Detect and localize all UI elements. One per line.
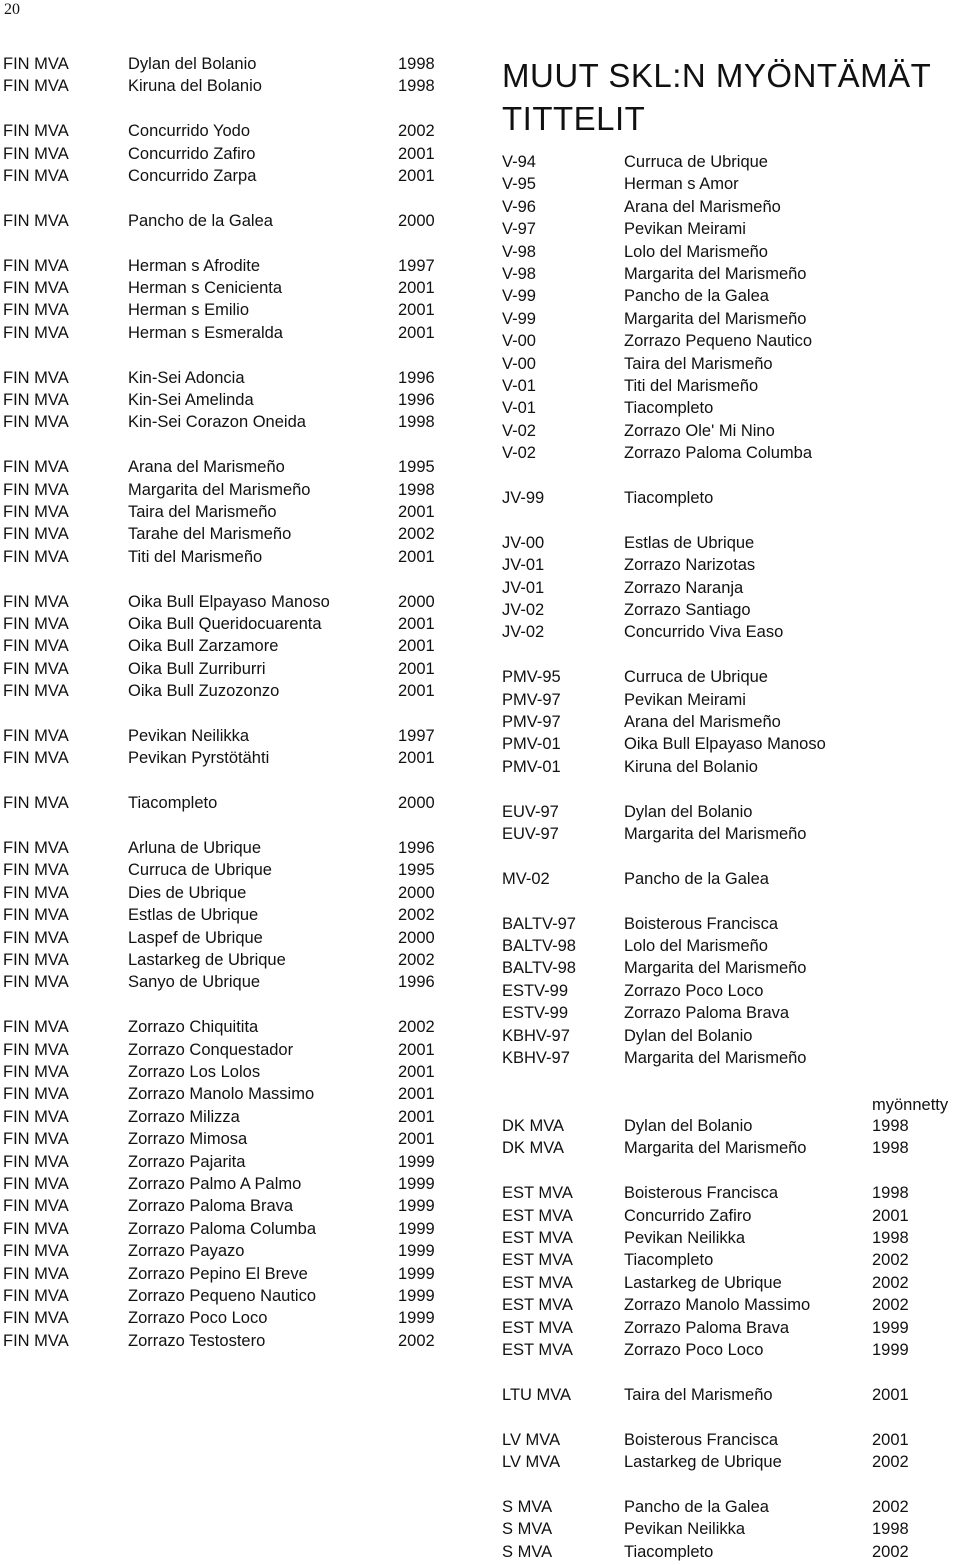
title-code: V-01 <box>502 377 536 395</box>
dog-name: Titi del Marismeño <box>128 548 263 566</box>
title-code: BALTV-98 <box>502 937 576 955</box>
dog-name: Dylan del Bolanio <box>624 1117 753 1135</box>
year: 1999 <box>398 1220 435 1238</box>
dog-name: Arana del Marismeño <box>624 713 781 731</box>
title-code: FIN MVA <box>3 1063 69 1081</box>
year: 2002 <box>872 1498 909 1516</box>
title-code: FIN MVA <box>3 503 69 521</box>
title-code: FIN MVA <box>3 1265 69 1283</box>
dog-name: Oika Bull Zarzamore <box>128 637 279 655</box>
dog-name: Tiacompleto <box>624 489 714 507</box>
dog-name: Zorrazo Paloma Brava <box>624 1319 790 1337</box>
title-code: BALTV-97 <box>502 915 576 933</box>
year: 2001 <box>398 1063 435 1081</box>
title-code: JV-99 <box>502 489 545 507</box>
dog-name: Kin-Sei Corazon Oneida <box>128 413 306 431</box>
dog-name: Margarita del Marismeño <box>624 959 807 977</box>
year: 2002 <box>872 1274 909 1292</box>
title-code: LTU MVA <box>502 1386 572 1404</box>
title-code: V-94 <box>502 153 536 171</box>
year: 1996 <box>398 391 435 409</box>
dog-name: Lastarkeg de Ubrique <box>624 1453 782 1471</box>
year: 1998 <box>398 481 435 499</box>
dog-name: Zorrazo Poco Loco <box>624 1341 764 1359</box>
year: 1996 <box>398 839 435 857</box>
title-code: FIN MVA <box>3 548 69 566</box>
dog-name: Zorrazo Paloma Columba <box>128 1220 316 1238</box>
year: 2001 <box>398 1041 435 1059</box>
dog-name: Arluna de Ubrique <box>128 839 261 857</box>
year: 2002 <box>872 1296 909 1314</box>
dog-name: Tiacompleto <box>624 1251 714 1269</box>
year: 2001 <box>872 1386 909 1404</box>
dog-name: Taira del Marismeño <box>624 1386 773 1404</box>
title-code: S MVA <box>502 1520 553 1538</box>
year: 2001 <box>398 682 435 700</box>
year: 2002 <box>398 906 435 924</box>
dog-name: Zorrazo Santiago <box>624 601 751 619</box>
title-code: PMV-95 <box>502 668 561 686</box>
dog-name: Titi del Marismeño <box>624 377 759 395</box>
title-code: V-00 <box>502 355 536 373</box>
dog-name: Estlas de Ubrique <box>624 534 755 552</box>
title-code: LV MVA <box>502 1431 561 1449</box>
year: 2001 <box>872 1207 909 1225</box>
dog-name: Zorrazo Testostero <box>128 1332 266 1350</box>
dog-name: Zorrazo Paloma Brava <box>128 1197 294 1215</box>
title-code: V-95 <box>502 175 536 193</box>
title-code: ESTV-99 <box>502 1004 569 1022</box>
year: 2002 <box>398 122 435 140</box>
title-code: S MVA <box>502 1543 553 1561</box>
title-code: FIN MVA <box>3 861 69 879</box>
dog-name: Margarita del Marismeño <box>624 265 807 283</box>
section-heading-line-1: MUUT SKL:N MYÖNTÄMÄT <box>502 57 932 94</box>
dog-name: Kin-Sei Adoncia <box>128 369 245 387</box>
dog-name: Zorrazo Palmo A Palmo <box>128 1175 302 1193</box>
year: 1998 <box>872 1229 909 1247</box>
year: 2001 <box>398 503 435 521</box>
title-code: FIN MVA <box>3 458 69 476</box>
title-code: JV-01 <box>502 556 545 574</box>
title-code: MV-02 <box>502 870 550 888</box>
title-code: FIN MVA <box>3 1085 69 1103</box>
dog-name: Margarita del Marismeño <box>624 825 807 843</box>
title-code: FIN MVA <box>3 615 69 633</box>
year: 1995 <box>398 458 435 476</box>
year: 1998 <box>398 413 435 431</box>
title-code: FIN MVA <box>3 637 69 655</box>
year: 1999 <box>398 1287 435 1305</box>
year: 1998 <box>398 77 435 95</box>
section-heading <box>502 54 931 140</box>
title-code: FIN MVA <box>3 1108 69 1126</box>
dog-name: Herman s Afrodite <box>128 257 261 275</box>
title-code: FIN MVA <box>3 77 69 95</box>
dog-name: Margarita del Marismeño <box>624 1139 807 1157</box>
year: 1998 <box>398 55 435 73</box>
title-code: EST MVA <box>502 1229 573 1247</box>
title-code: FIN MVA <box>3 1287 69 1305</box>
dog-name: Margarita del Marismeño <box>624 310 807 328</box>
dog-name: Kiruna del Bolanio <box>128 77 262 95</box>
title-code: JV-00 <box>502 534 545 552</box>
dog-name: Zorrazo Pajarita <box>128 1153 246 1171</box>
title-code: EUV-97 <box>502 803 559 821</box>
title-code: FIN MVA <box>3 1332 69 1350</box>
dog-name: Dies de Ubrique <box>128 884 247 902</box>
year: 2001 <box>398 279 435 297</box>
dog-name: Herman s Amor <box>624 175 739 193</box>
title-code: FIN MVA <box>3 212 69 230</box>
granted-column-label: myönnetty <box>872 1096 949 1114</box>
dog-name: Zorrazo Paloma Brava <box>624 1004 790 1022</box>
year: 2001 <box>398 301 435 319</box>
title-code: PMV-01 <box>502 758 561 776</box>
title-code: PMV-01 <box>502 735 561 753</box>
year: 2001 <box>872 1431 909 1449</box>
title-code: FIN MVA <box>3 660 69 678</box>
dog-name: Lolo del Marismeño <box>624 937 768 955</box>
title-code: KBHV-97 <box>502 1027 570 1045</box>
title-code: FIN MVA <box>3 324 69 342</box>
dog-name: Dylan del Bolanio <box>128 55 257 73</box>
title-code: FIN MVA <box>3 682 69 700</box>
dog-name: Zorrazo Naranja <box>624 579 744 597</box>
dog-name: Pevikan Meirami <box>624 220 746 238</box>
title-code: FIN MVA <box>3 951 69 969</box>
dog-name: Concurrido Zarpa <box>128 167 257 185</box>
dog-name: Pancho de la Galea <box>128 212 273 230</box>
dog-name: Concurrido Viva Easo <box>624 623 784 641</box>
dog-name: Oika Bull Queridocuarenta <box>128 615 322 633</box>
title-code: FIN MVA <box>3 929 69 947</box>
title-code: V-98 <box>502 265 536 283</box>
title-code: V-00 <box>502 332 536 350</box>
section-heading-line-2: TITTELIT <box>502 100 646 137</box>
title-code: EST MVA <box>502 1251 573 1269</box>
title-code: FIN MVA <box>3 839 69 857</box>
title-code: EUV-97 <box>502 825 559 843</box>
title-code: FIN MVA <box>3 413 69 431</box>
title-code: FIN MVA <box>3 369 69 387</box>
title-code: FIN MVA <box>3 525 69 543</box>
year: 1995 <box>398 861 435 879</box>
title-code: FIN MVA <box>3 145 69 163</box>
year: 2001 <box>398 1108 435 1126</box>
title-code: FIN MVA <box>3 749 69 767</box>
year: 1999 <box>398 1175 435 1193</box>
dog-name: Tiacompleto <box>624 399 714 417</box>
year: 1996 <box>398 369 435 387</box>
dog-name: Taira del Marismeño <box>624 355 773 373</box>
title-code: FIN MVA <box>3 122 69 140</box>
title-code: FIN MVA <box>3 1175 69 1193</box>
dog-name: Herman s Esmeralda <box>128 324 283 342</box>
dog-name: Zorrazo Poco Loco <box>128 1309 268 1327</box>
title-code: FIN MVA <box>3 55 69 73</box>
title-code: V-99 <box>502 287 536 305</box>
dog-name: Pevikan Pyrstötähti <box>128 749 270 767</box>
year: 2001 <box>398 548 435 566</box>
dog-name: Pancho de la Galea <box>624 1498 769 1516</box>
dog-name: Arana del Marismeño <box>624 198 781 216</box>
year: 2001 <box>398 1085 435 1103</box>
dog-name: Dylan del Bolanio <box>624 1027 753 1045</box>
title-code: BALTV-98 <box>502 959 576 977</box>
dog-name: Oika Bull Zurriburri <box>128 660 266 678</box>
dog-name: Margarita del Marismeño <box>128 481 311 499</box>
title-code: FIN MVA <box>3 1242 69 1260</box>
dog-name: Zorrazo Manolo Massimo <box>624 1296 811 1314</box>
dog-name: Curruca de Ubrique <box>624 153 768 171</box>
year: 1998 <box>872 1139 909 1157</box>
year: 1997 <box>398 257 435 275</box>
dog-name: Lolo del Marismeño <box>624 243 768 261</box>
dog-name: Zorrazo Pepino El Breve <box>128 1265 308 1283</box>
dog-name: Pevikan Meirami <box>624 691 746 709</box>
dog-name: Zorrazo Milizza <box>128 1108 240 1126</box>
dog-name: Zorrazo Manolo Massimo <box>128 1085 315 1103</box>
dog-name: Zorrazo Poco Loco <box>624 982 764 1000</box>
year: 1998 <box>872 1520 909 1538</box>
title-code: V-01 <box>502 399 536 417</box>
dog-name: Lastarkeg de Ubrique <box>624 1274 782 1292</box>
dog-name: Pevikan Neilikka <box>624 1229 746 1247</box>
title-code: JV-02 <box>502 601 545 619</box>
title-code: FIN MVA <box>3 1220 69 1238</box>
title-code: FIN MVA <box>3 1041 69 1059</box>
dog-name: Pancho de la Galea <box>624 870 769 888</box>
year: 2002 <box>872 1543 909 1561</box>
dog-name: Kiruna del Bolanio <box>624 758 758 776</box>
dog-name: Tiacompleto <box>624 1543 714 1561</box>
title-code: V-02 <box>502 422 536 440</box>
year: 1999 <box>398 1242 435 1260</box>
title-code: JV-01 <box>502 579 545 597</box>
dog-name: Boisterous Francisca <box>624 915 779 933</box>
dog-name: Zorrazo Ole' Mi Nino <box>624 422 775 440</box>
year: 2002 <box>872 1251 909 1269</box>
year: 2000 <box>398 212 435 230</box>
title-code: FIN MVA <box>3 1309 69 1327</box>
dog-name: Oika Bull Elpayaso Manoso <box>128 593 330 611</box>
dog-name: Pancho de la Galea <box>624 287 769 305</box>
year: 2000 <box>398 929 435 947</box>
title-code: V-97 <box>502 220 536 238</box>
title-code: FIN MVA <box>3 1130 69 1148</box>
title-code: PMV-97 <box>502 691 561 709</box>
title-code: DK MVA <box>502 1139 565 1157</box>
year: 2001 <box>398 637 435 655</box>
year: 2002 <box>398 1332 435 1350</box>
dog-name: Zorrazo Payazo <box>128 1242 245 1260</box>
dog-name: Curruca de Ubrique <box>128 861 272 879</box>
dog-name: Concurrido Zafiro <box>624 1207 752 1225</box>
year: 1999 <box>872 1341 909 1359</box>
year: 2002 <box>398 951 435 969</box>
title-code: EST MVA <box>502 1184 573 1202</box>
dog-name: Pevikan Neilikka <box>624 1520 746 1538</box>
year: 1999 <box>398 1197 435 1215</box>
dog-name: Tarahe del Marismeño <box>128 525 292 543</box>
title-code: FIN MVA <box>3 1197 69 1215</box>
title-code: S MVA <box>502 1498 553 1516</box>
dog-name: Pevikan Neilikka <box>128 727 250 745</box>
title-code: EST MVA <box>502 1296 573 1314</box>
dog-name: Herman s Cenicienta <box>128 279 283 297</box>
title-code: FIN MVA <box>3 906 69 924</box>
year: 2000 <box>398 794 435 812</box>
year: 1999 <box>398 1309 435 1327</box>
dog-name: Laspef de Ubrique <box>128 929 263 947</box>
title-code: JV-02 <box>502 623 545 641</box>
year: 1998 <box>872 1117 909 1135</box>
dog-name: Concurrido Zafiro <box>128 145 256 163</box>
title-code: FIN MVA <box>3 167 69 185</box>
title-code: DK MVA <box>502 1117 565 1135</box>
dog-name: Curruca de Ubrique <box>624 668 768 686</box>
dog-name: Zorrazo Mimosa <box>128 1130 248 1148</box>
year: 2001 <box>398 145 435 163</box>
dog-name: Herman s Emilio <box>128 301 250 319</box>
dog-name: Boisterous Francisca <box>624 1184 779 1202</box>
title-code: FIN MVA <box>3 727 69 745</box>
dog-name: Kin-Sei Amelinda <box>128 391 254 409</box>
title-code: FIN MVA <box>3 391 69 409</box>
dog-name: Lastarkeg de Ubrique <box>128 951 286 969</box>
title-code: EST MVA <box>502 1319 573 1337</box>
dog-name: Taira del Marismeño <box>128 503 277 521</box>
title-code: EST MVA <box>502 1207 573 1225</box>
year: 2002 <box>398 525 435 543</box>
year: 1999 <box>398 1265 435 1283</box>
page-number: 20 <box>4 1 20 18</box>
title-code: EST MVA <box>502 1341 573 1359</box>
dog-name: Zorrazo Los Lolos <box>128 1063 261 1081</box>
dog-name: Estlas de Ubrique <box>128 906 259 924</box>
dog-name: Concurrido Yodo <box>128 122 251 140</box>
year: 1999 <box>398 1153 435 1171</box>
year: 1996 <box>398 973 435 991</box>
dog-name: Oika Bull Zuzozonzo <box>128 682 280 700</box>
title-code: LV MVA <box>502 1453 561 1471</box>
dog-name: Zorrazo Narizotas <box>624 556 756 574</box>
dog-name: Sanyo de Ubrique <box>128 973 261 991</box>
year: 2001 <box>398 324 435 342</box>
title-code: FIN MVA <box>3 973 69 991</box>
title-code: EST MVA <box>502 1274 573 1292</box>
year: 2001 <box>398 749 435 767</box>
title-code: FIN MVA <box>3 884 69 902</box>
title-code: FIN MVA <box>3 593 69 611</box>
title-code: FIN MVA <box>3 481 69 499</box>
title-code: V-98 <box>502 243 536 261</box>
year: 2001 <box>398 660 435 678</box>
title-code: PMV-97 <box>502 713 561 731</box>
dog-name: Margarita del Marismeño <box>624 1049 807 1067</box>
year: 2001 <box>398 167 435 185</box>
title-code: KBHV-97 <box>502 1049 570 1067</box>
year: 2000 <box>398 884 435 902</box>
year: 1999 <box>872 1319 909 1337</box>
year: 2002 <box>398 1018 435 1036</box>
year: 2000 <box>398 593 435 611</box>
title-code: FIN MVA <box>3 794 69 812</box>
dog-name: Arana del Marismeño <box>128 458 285 476</box>
dog-name: Boisterous Francisca <box>624 1431 779 1449</box>
dog-name: Zorrazo Chiquitita <box>128 1018 259 1036</box>
title-code: FIN MVA <box>3 1153 69 1171</box>
dog-name: Tiacompleto <box>128 794 218 812</box>
title-code: ESTV-99 <box>502 982 569 1000</box>
dog-name: Zorrazo Paloma Columba <box>624 444 812 462</box>
title-code: V-99 <box>502 310 536 328</box>
title-code: V-96 <box>502 198 536 216</box>
year: 2001 <box>398 615 435 633</box>
year: 1998 <box>872 1184 909 1202</box>
year: 2001 <box>398 1130 435 1148</box>
year: 2002 <box>872 1453 909 1471</box>
title-code: FIN MVA <box>3 1018 69 1036</box>
title-code: FIN MVA <box>3 279 69 297</box>
year: 1997 <box>398 727 435 745</box>
dog-name: Zorrazo Pequeno Nautico <box>624 332 813 350</box>
dog-name: Zorrazo Pequeno Nautico <box>128 1287 317 1305</box>
title-code: FIN MVA <box>3 257 69 275</box>
dog-name: Oika Bull Elpayaso Manoso <box>624 735 826 753</box>
title-code: V-02 <box>502 444 536 462</box>
title-code: FIN MVA <box>3 301 69 319</box>
dog-name: Dylan del Bolanio <box>624 803 753 821</box>
dog-name: Zorrazo Conquestador <box>128 1041 294 1059</box>
